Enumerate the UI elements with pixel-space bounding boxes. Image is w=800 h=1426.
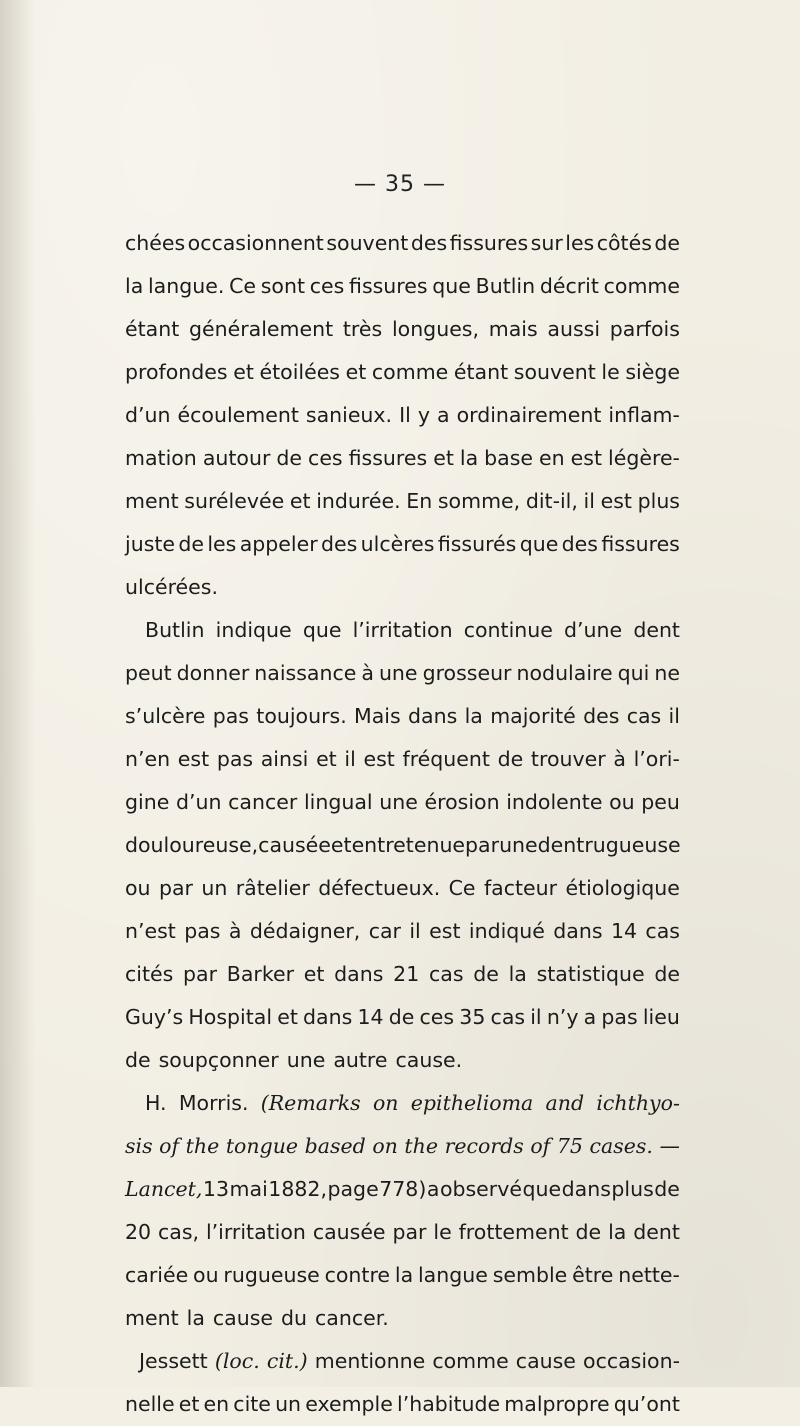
word: et — [178, 1392, 200, 1416]
word: ces — [308, 446, 343, 470]
word: comme — [371, 360, 449, 384]
word: peut — [125, 661, 172, 685]
word: la — [508, 962, 527, 986]
word: of — [159, 1134, 180, 1158]
word: profondes — [125, 360, 228, 384]
word: page — [327, 1177, 379, 1201]
word: Mais — [354, 704, 401, 728]
word: a — [437, 403, 450, 427]
word: de — [497, 747, 524, 771]
word: cause — [515, 1349, 576, 1373]
word: frottement — [458, 1220, 569, 1244]
word: des — [583, 704, 620, 728]
word: sanieux. — [305, 403, 393, 427]
word: ichthyo- — [596, 1091, 680, 1115]
word: il — [668, 704, 680, 728]
word: 14 — [357, 1005, 384, 1029]
word: que — [302, 618, 342, 642]
word: dans — [334, 962, 384, 986]
word: de — [388, 1005, 415, 1029]
word: and — [545, 1091, 585, 1115]
text-line — [125, 394, 680, 437]
word: et — [316, 747, 337, 771]
word: cariée — [125, 1263, 189, 1287]
word: dans — [561, 1177, 611, 1201]
word: 75 — [556, 1134, 583, 1158]
word: et — [303, 962, 325, 986]
word: cases. — [589, 1134, 653, 1158]
word: dent — [537, 833, 585, 857]
word: écoulement — [177, 403, 299, 427]
word: inflam- — [608, 403, 680, 427]
text-line — [125, 1039, 680, 1082]
word: râtelier — [235, 876, 310, 900]
word: de — [276, 446, 303, 470]
word: la — [186, 1306, 205, 1330]
text-line — [125, 308, 680, 351]
word: cités — [125, 962, 174, 986]
word: ordinairement — [456, 403, 602, 427]
text-line — [125, 1340, 680, 1383]
word: autour — [202, 446, 271, 470]
word: Lancet, — [125, 1177, 203, 1201]
word: il — [409, 919, 421, 943]
word: un — [201, 876, 228, 900]
text-line — [125, 437, 680, 480]
word: qu’ont — [613, 1392, 680, 1416]
word: on — [372, 1134, 398, 1158]
word: fissures — [449, 231, 529, 255]
word: toujours. — [256, 704, 347, 728]
word: il — [530, 1005, 542, 1029]
word: (Remarks — [260, 1091, 361, 1115]
word: et — [277, 1005, 298, 1029]
text-line — [125, 1383, 680, 1426]
word: d’un — [125, 403, 171, 427]
word: rugueuse — [223, 1263, 320, 1287]
word: pas — [184, 919, 221, 943]
word: parfois — [609, 317, 680, 341]
word: Ce — [448, 876, 476, 900]
word: une — [379, 790, 418, 814]
word: à — [228, 919, 242, 943]
word: les — [207, 532, 237, 556]
word: plus — [637, 489, 680, 513]
word: douloureuse, — [125, 833, 259, 857]
word: étiologique — [565, 876, 680, 900]
text-line — [125, 222, 680, 265]
word: et — [289, 489, 311, 513]
word: 21 — [393, 962, 420, 986]
word: est — [570, 446, 603, 470]
word: mai — [229, 1177, 268, 1201]
word: fissures — [349, 274, 428, 298]
word: les — [565, 231, 595, 255]
word: souvent — [326, 231, 409, 255]
word: il — [583, 489, 595, 513]
word: autre — [333, 1048, 388, 1072]
word: comme — [432, 1349, 509, 1373]
word: naissance — [254, 661, 357, 685]
word: indique — [215, 618, 292, 642]
word: qui — [617, 661, 650, 685]
word: siège — [625, 360, 680, 384]
word: cas — [626, 704, 662, 728]
word: cas — [490, 1005, 526, 1029]
word: rugueuse — [584, 833, 681, 857]
word: l’irritation — [352, 618, 453, 642]
word: causée — [258, 833, 331, 857]
word: fissurés — [437, 532, 517, 556]
word: ces — [309, 274, 345, 298]
word: nette- — [618, 1263, 680, 1287]
word: fréquent — [402, 747, 490, 771]
text-line — [125, 910, 680, 953]
word: ulcères — [360, 532, 435, 556]
word: du — [281, 1306, 308, 1330]
word: observé — [439, 1177, 522, 1201]
word: en — [203, 1392, 230, 1416]
text-line — [125, 1254, 680, 1297]
text-line — [125, 695, 680, 738]
text-line — [125, 781, 680, 824]
word: grosseur — [422, 661, 512, 685]
word: langue — [417, 1263, 488, 1287]
word: l’habitude — [397, 1392, 501, 1416]
word: occasion- — [583, 1349, 680, 1373]
word: ou — [609, 790, 635, 814]
word: n’en — [125, 747, 171, 771]
word: étant — [125, 317, 180, 341]
word: the — [404, 1134, 438, 1158]
word: appeler — [239, 532, 318, 556]
word: d’un — [175, 790, 222, 814]
word: ne — [654, 661, 680, 685]
word: sis — [125, 1134, 153, 1158]
word: cite — [233, 1392, 271, 1416]
word: fissures — [348, 446, 428, 470]
text-line — [125, 824, 680, 867]
word: ou — [193, 1263, 219, 1287]
word: par — [158, 876, 193, 900]
word: des — [410, 231, 448, 255]
text-line — [125, 265, 680, 308]
word: un — [275, 1392, 302, 1416]
word: nelle — [125, 1392, 175, 1416]
word: que — [519, 532, 559, 556]
word: gine — [125, 790, 170, 814]
word: indiqué — [468, 919, 545, 943]
word: semble — [492, 1263, 568, 1287]
word: des — [320, 532, 358, 556]
word: défectueux. — [318, 876, 441, 900]
word: cit.) — [266, 1349, 308, 1373]
word: Morris. — [178, 1091, 249, 1115]
word: à — [613, 747, 626, 771]
word: sont — [260, 274, 306, 298]
word: le — [433, 1220, 452, 1244]
word: trouver — [530, 747, 606, 771]
word: Butlin — [145, 618, 205, 642]
word: statistique — [536, 962, 645, 986]
word: ainsi — [260, 747, 309, 771]
word: n’est — [125, 919, 176, 943]
word: nodulaire — [516, 661, 613, 685]
word: et — [233, 360, 254, 384]
text-line — [125, 1211, 680, 1254]
text-line — [125, 867, 680, 910]
word: l’irritation — [205, 1220, 306, 1244]
word: est — [429, 919, 461, 943]
word: la — [608, 1220, 627, 1244]
word: généralement — [189, 317, 334, 341]
word: de — [654, 962, 680, 986]
word: est — [177, 747, 210, 771]
page-number: — 35 — — [354, 172, 446, 197]
word: de — [473, 962, 499, 986]
word: based — [304, 1134, 366, 1158]
word: lieu — [642, 1005, 680, 1029]
word: donner — [176, 661, 250, 685]
text-line — [125, 1082, 680, 1125]
word: surélevée — [184, 489, 285, 513]
word: 1882, — [268, 1177, 327, 1201]
word: la — [394, 1263, 414, 1287]
word: très — [342, 317, 383, 341]
text-line — [125, 953, 680, 996]
word: ou — [125, 876, 151, 900]
word: pas — [601, 1005, 638, 1029]
word: — — [659, 1134, 680, 1158]
word: le — [601, 360, 620, 384]
word: de — [125, 1048, 151, 1072]
word: dans — [303, 1005, 353, 1029]
word: par — [392, 1220, 427, 1244]
word: côtés — [596, 231, 652, 255]
word: cas — [645, 919, 680, 943]
word: chées — [125, 231, 186, 255]
word: longues, — [391, 317, 479, 341]
body-text — [125, 222, 680, 1426]
word: cancer. — [315, 1306, 389, 1330]
word: y — [417, 403, 430, 427]
word: étant — [453, 360, 509, 384]
word: par — [183, 962, 218, 986]
text-line — [125, 351, 680, 394]
word: ment — [125, 1306, 179, 1330]
word: dans — [553, 919, 603, 943]
word: car — [368, 919, 401, 943]
word: et — [345, 360, 367, 384]
word: causée — [312, 1220, 386, 1244]
word: contre — [324, 1263, 391, 1287]
word: mation — [125, 446, 197, 470]
word: 14 — [610, 919, 638, 943]
word: Butlin — [475, 274, 536, 298]
word: (loc. — [214, 1349, 260, 1373]
word: peu — [641, 790, 680, 814]
text-line — [125, 609, 680, 652]
word: 778) — [379, 1177, 427, 1201]
word: mentionne — [314, 1349, 426, 1373]
word: 35 — [459, 1005, 486, 1029]
word: que — [432, 274, 471, 298]
word: pas — [216, 747, 254, 771]
text-line — [125, 1125, 680, 1168]
word: cas, — [158, 1220, 200, 1244]
word: langue. — [147, 274, 225, 298]
word: à — [361, 661, 374, 685]
word: cancer — [228, 790, 298, 814]
word: pas — [212, 704, 249, 728]
word: être — [572, 1263, 614, 1287]
word: par — [465, 833, 500, 857]
word: une — [378, 661, 418, 685]
word: 13 — [202, 1177, 230, 1201]
word: de — [654, 1177, 680, 1201]
text-line — [125, 738, 680, 781]
word: a — [583, 1005, 597, 1029]
word: records — [444, 1134, 524, 1158]
word: Hospital — [188, 1005, 273, 1029]
word: on — [372, 1091, 399, 1115]
word: étoilées — [259, 360, 340, 384]
word: 20 — [125, 1220, 152, 1244]
word: somme, — [437, 489, 521, 513]
word: décrit — [539, 274, 599, 298]
word: ment — [125, 489, 179, 513]
text-line — [125, 1168, 680, 1211]
word: dédaigner, — [249, 919, 361, 943]
word: Jessett — [139, 1349, 208, 1373]
text-line — [125, 996, 680, 1039]
word: continue — [463, 618, 553, 642]
word: of — [530, 1134, 551, 1158]
word: exemple — [305, 1392, 393, 1416]
word: de — [654, 231, 680, 255]
word: est — [363, 747, 395, 771]
word: Guy’s — [125, 1005, 184, 1029]
word: il — [344, 747, 356, 771]
word: comme — [603, 274, 680, 298]
word: indurée. — [316, 489, 401, 513]
word: plus — [611, 1177, 654, 1201]
text-line — [125, 480, 680, 523]
word: souvent — [513, 360, 596, 384]
word: cause — [212, 1306, 274, 1330]
word: d’une — [564, 618, 623, 642]
word: érosion — [424, 790, 500, 814]
word: juste — [125, 532, 176, 556]
word: sur — [530, 231, 563, 255]
word: tongue — [225, 1134, 299, 1158]
word: des — [561, 532, 598, 556]
page-edge-shadow — [0, 0, 36, 1387]
text-line — [125, 1297, 680, 1340]
word: a — [426, 1177, 440, 1201]
word: ulcérées. — [125, 575, 218, 599]
text-line — [125, 652, 680, 695]
word: base — [484, 446, 534, 470]
word: majorité — [490, 704, 576, 728]
word: une — [499, 833, 538, 857]
word: en — [539, 446, 565, 470]
word: l’ori- — [633, 747, 680, 771]
word: the — [185, 1134, 220, 1158]
word: dit-il, — [525, 489, 578, 513]
word: la — [464, 704, 483, 728]
word: malpropre — [504, 1392, 610, 1416]
word: indolente — [506, 790, 603, 814]
word: En — [406, 489, 433, 513]
word: dent — [633, 1220, 680, 1244]
word: soupçonner — [158, 1048, 279, 1072]
word: lingual — [303, 790, 373, 814]
word: s’ulcère — [125, 704, 206, 728]
word: la — [459, 446, 479, 470]
word: n’y — [546, 1005, 579, 1029]
word: est — [600, 489, 632, 513]
word: de — [178, 532, 204, 556]
word: Il — [399, 403, 411, 427]
word: H. — [145, 1091, 167, 1115]
word: epithelioma — [410, 1091, 534, 1115]
text-line — [125, 566, 680, 609]
word: Barker — [226, 962, 295, 986]
word: facteur — [483, 876, 558, 900]
word: et — [433, 446, 454, 470]
word: entretenue — [351, 833, 466, 857]
word: dent — [633, 618, 680, 642]
word: fissures — [601, 532, 680, 556]
word: Ce — [229, 274, 257, 298]
word: ces — [419, 1005, 455, 1029]
word: et — [330, 833, 352, 857]
word: cas — [428, 962, 464, 986]
word: la — [125, 274, 144, 298]
word: que — [522, 1177, 562, 1201]
word: aussi — [547, 317, 601, 341]
word: occasionnent — [187, 231, 324, 255]
word: légère- — [608, 446, 680, 470]
word: de — [575, 1220, 602, 1244]
word: cause. — [395, 1048, 463, 1072]
word: mais — [488, 317, 538, 341]
word: une — [286, 1048, 326, 1072]
text-line — [125, 523, 680, 566]
word: dans — [408, 704, 458, 728]
